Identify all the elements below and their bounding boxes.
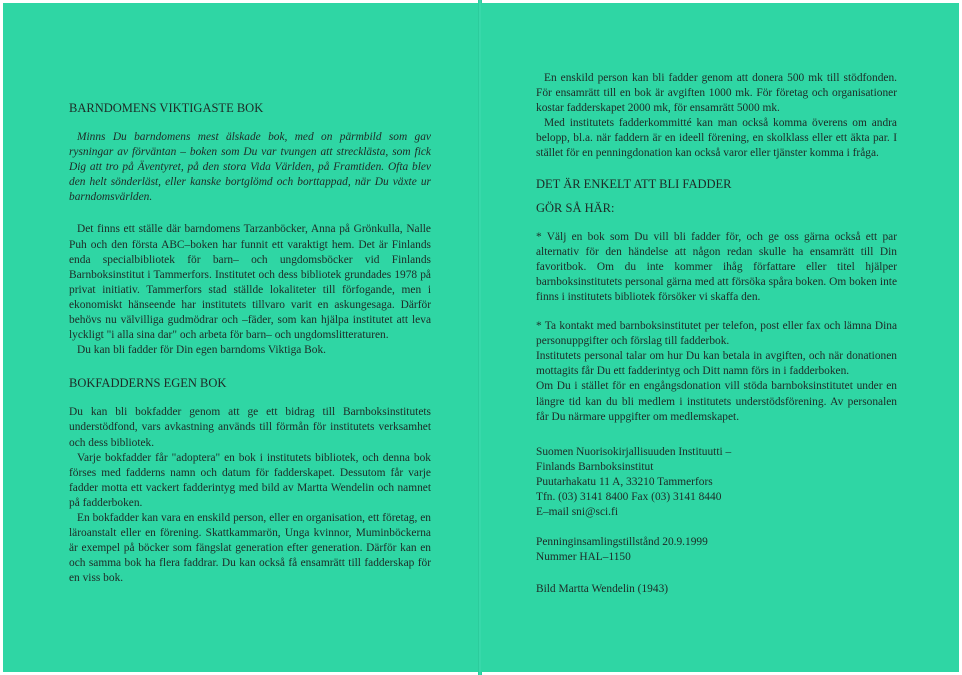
paragraph-other-amounts: Med institutets fadderkommitté kan man också komma överens om andra belopp, bl.a. när faddern är en ideell förening, en skolklass eller ett äkta par. I stället för en penningdonation kan också varor eller tjänster komma i fråga. <box>536 117 897 160</box>
heading-det-ar-enkelt: DET ÄR ENKELT ATT BLI FADDER <box>536 176 732 191</box>
step-contact-institute: * Ta kontakt med barnboksinstitutet per telefon, post eller fax och lämna Dina personuppgifter och förslag till fadderbok. <box>536 320 897 348</box>
heading-bokfadderns-egen-bok: BOKFADDERNS EGEN BOK <box>69 376 227 391</box>
address-line-2: Finlands Barnboksinstitut <box>536 460 654 473</box>
left-page <box>3 3 479 672</box>
paragraph-donation-amounts: En enskild person kan bli fadder genom att donera 500 mk till stödfonden. För ensamrätt till en bok är avgiften 1000 mk. För företag och organisationer kostar fadderskapet 2000 mk, för ensamrätt 5000 mk. <box>536 72 897 115</box>
heading-barndomens-viktigaste-bok: BARNDOMENS VIKTIGASTE BOK <box>69 101 264 115</box>
address-phone-fax: Tfn. (03) 3141 8400 Fax (03) 3141 8440 <box>536 490 722 503</box>
paragraph-membership: Om Du i stället för en engångsdonation vill stöda barnboksinstitutet under en längre tid kan du bli medlem i institutets understödsförening. Av personalen får Du närmare uppgifter om medlemskapet. <box>536 380 897 423</box>
permit-line: Penninginsamlingstillstånd 20.9.1999 <box>536 536 708 549</box>
image-caption: Bild Martta Wendelin (1943) <box>536 583 669 596</box>
left-column <box>69 100 431 586</box>
intro-italic-paragraph: Minns Du barndomens mest älskade bok, med on pärmbild som gav rysningar av förväntan – boken som Du var tvungen att strecklästa, som fick Dig att tro på Äventyret, på den stora Vida Världen, på Framtiden. Ofta blev den helt sönderläst, eller kanske bortglömd och borttappad, när Du växte ur barndomsvärlden. <box>69 131 431 204</box>
address-line-1: Suomen Nuorisokirjallisuuden Instituutti – <box>536 445 732 458</box>
paragraph-adoptera: Varje bokfadder får "adoptera" en bok i institutets bibliotek, och denna bok förses med fadderns namn och datum för fadderskapet. Dessutom får varje fadder motta ett vackert fadderintyg med bild av Martta Wendelin och namnet på fadderboken. <box>69 451 431 509</box>
paragraph-understodfond: Du kan bli bokfadder genom att ge ett bidrag till Barnboksinstitutets understödfond, vars avkastning används till förmån för institutets verksamhet och dess bibliotek. <box>69 406 431 449</box>
right-page <box>481 3 959 672</box>
paragraph-bokfadder-types: En bokfadder kan vara en enskild person, eller en organisation, ett företag, en läroanstalt eller en förening. Skattkammarön, Unga kvinnor, Muminböckerna är exempel på böcker som fängslat generation efter generation. Därför kan en och samma bok ha flera faddrar. Du kan också få ensamrätt till fadderskap för en viss bok. <box>69 511 431 585</box>
heading-gor-sa-har: GÖR SÅ HÄR: <box>536 200 615 215</box>
step-choose-book: * Välj en bok som Du vill bli fadder för, och ge oss gärna också ett par alternativ för den händelse att någon redan skulle ha ensamrätt till Din favoritbok. Om du inte kommer ihåg författare eller titel hjälper barnboksinstitutets personal gärna med att försöka spåra boken. Om boken inte finns i institutets bibliotek försöker vi skaffa den. <box>536 230 897 303</box>
address-email: E–mail sni@sci.fi <box>536 506 618 519</box>
right-column <box>536 71 897 597</box>
permit-number: Nummer HAL–1150 <box>536 551 631 564</box>
paragraph-special-library: Det finns ett ställe där barndomens Tarzanböcker, Anna på Grönkulla, Nalle Puh och den första ABC–boken har funnit ett varaktigt hem. Det är Finlands enda specialbibliotek för barn– och ungdomsböcker vid Finlands Barnboksinstitut i Tammerfors. Institutet och dess bibliotek grundades 1978 på privat initiativ. Tammerfors stad ställde lokaliteter till förfogande, men i ekonomiskt hänseende har institutets tillvaro varit en askungesaga. Därför behövs nu välvilliga gudmödrar och –fäder, som kan hjälpa institutet att leva lyckligt "i alla sina dar" och arbeta för barn– och ungdomslitteraturen. <box>69 223 431 342</box>
address-line-3: Puutarhakatu 11 A, 33210 Tammerfors <box>536 475 713 488</box>
paragraph-become-fadder: Du kan bli fadder för Din egen barndoms Viktiga Bok. <box>77 344 327 357</box>
paragraph-payment-info: Institutets personal talar om hur Du kan betala in avgiften, och när donationen mottagits får Du ett fadderintyg och Ditt namn förs in i fadderboken. <box>536 350 897 378</box>
address-block <box>536 445 897 520</box>
